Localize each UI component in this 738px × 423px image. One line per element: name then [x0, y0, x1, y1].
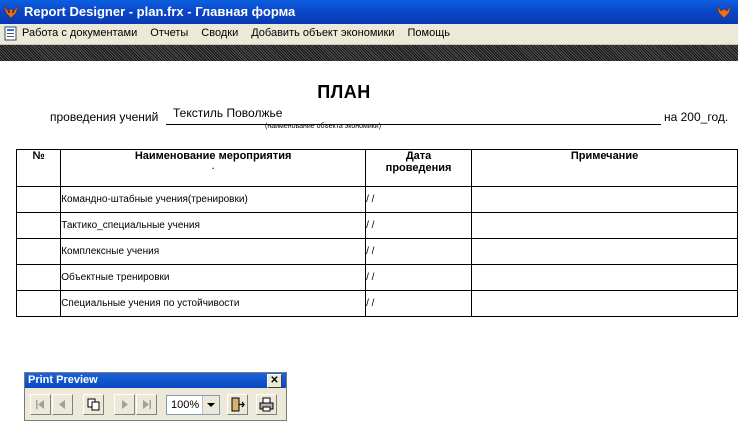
header-date: [366, 150, 472, 187]
row-num: [17, 265, 61, 291]
row-num: [17, 239, 61, 265]
row-note: [472, 213, 738, 239]
row-date: / /: [366, 265, 472, 291]
copy-pages-icon: [86, 397, 101, 412]
header-name-label: Наименование мероприятия: [134, 150, 292, 162]
row-num: [17, 291, 61, 317]
last-page-icon: [139, 397, 154, 412]
row-name: Тактико_специальные учения: [61, 213, 366, 239]
close-preview-button[interactable]: [227, 394, 248, 415]
first-page-icon: [33, 397, 48, 412]
fox-system-icon[interactable]: [716, 4, 732, 20]
header-note: Примечание: [472, 150, 738, 187]
designer-band-strip: [0, 45, 738, 61]
first-page-button[interactable]: [30, 394, 51, 415]
report-page: [0, 61, 738, 423]
row-name: Комплексные учения: [61, 239, 366, 265]
zoom-select[interactable]: [166, 395, 220, 415]
print-button[interactable]: [256, 394, 277, 415]
fox-app-icon: [3, 4, 19, 20]
row-date: / /: [366, 213, 472, 239]
goto-page-button[interactable]: [83, 394, 104, 415]
table-row: [17, 291, 738, 317]
header-date-line1: Дата: [405, 150, 432, 162]
row-date: / /: [366, 239, 472, 265]
zoom-value: 100%: [171, 399, 200, 411]
header-num: №: [17, 150, 61, 187]
menu-add-economy-object[interactable]: Добавить объект экономики: [251, 27, 395, 39]
row-note: [472, 187, 738, 213]
chevron-down-icon: [203, 396, 219, 414]
prev-page-icon: [55, 397, 70, 412]
row-note: [472, 265, 738, 291]
close-button[interactable]: ✕: [267, 374, 282, 388]
table-row: [17, 213, 738, 239]
document-menu-icon[interactable]: [4, 26, 18, 41]
table-row: [17, 239, 738, 265]
next-page-button[interactable]: [114, 394, 135, 415]
header-name: [61, 150, 366, 187]
print-preview-titlebar[interactable]: [25, 373, 286, 388]
row-note: [472, 239, 738, 265]
printer-icon: [259, 397, 274, 412]
row-date: / /: [366, 291, 472, 317]
exit-door-icon: [230, 397, 245, 412]
object-name-underline: [166, 124, 661, 125]
menu-reports[interactable]: Отчеты: [150, 27, 189, 39]
prev-page-button[interactable]: [52, 394, 73, 415]
header-date-line2: проведения: [385, 162, 452, 174]
report-title: ПЛАН: [317, 82, 371, 102]
last-page-button[interactable]: [136, 394, 157, 415]
economy-object-name: Текстиль Поволжье: [173, 106, 283, 120]
menu-bar: [0, 24, 738, 45]
row-name: Специальные учения по устойчивости: [61, 291, 366, 317]
row-name: Командно-штабные учения(тренировки): [61, 187, 366, 213]
report-year-text: на 200_год.: [664, 110, 729, 124]
print-preview-title: Print Preview: [28, 374, 98, 386]
menu-summaries[interactable]: Сводки: [201, 27, 239, 39]
zoom-dropdown-button[interactable]: [202, 396, 219, 414]
table-header-row: [17, 150, 738, 187]
row-num: [17, 187, 61, 213]
table-row: [17, 187, 738, 213]
plan-table: [16, 149, 738, 317]
print-preview-toolbar: [24, 372, 287, 421]
object-name-hint: (наименование объекта экономики): [265, 123, 382, 130]
report-prefix-text: проведения учений: [50, 110, 159, 124]
row-date: / /: [366, 187, 472, 213]
next-page-icon: [117, 397, 132, 412]
menu-help[interactable]: Помощь: [407, 27, 450, 39]
table-row: [17, 265, 738, 291]
window-title: Report Designer - plan.frx - Главная форма: [24, 4, 296, 19]
header-name-dot: .: [212, 162, 215, 171]
row-name: Объектные тренировки: [61, 265, 366, 291]
menu-documents[interactable]: Работа с документами: [22, 27, 138, 39]
row-note: [472, 291, 738, 317]
title-bar: [0, 0, 738, 24]
row-num: [17, 213, 61, 239]
